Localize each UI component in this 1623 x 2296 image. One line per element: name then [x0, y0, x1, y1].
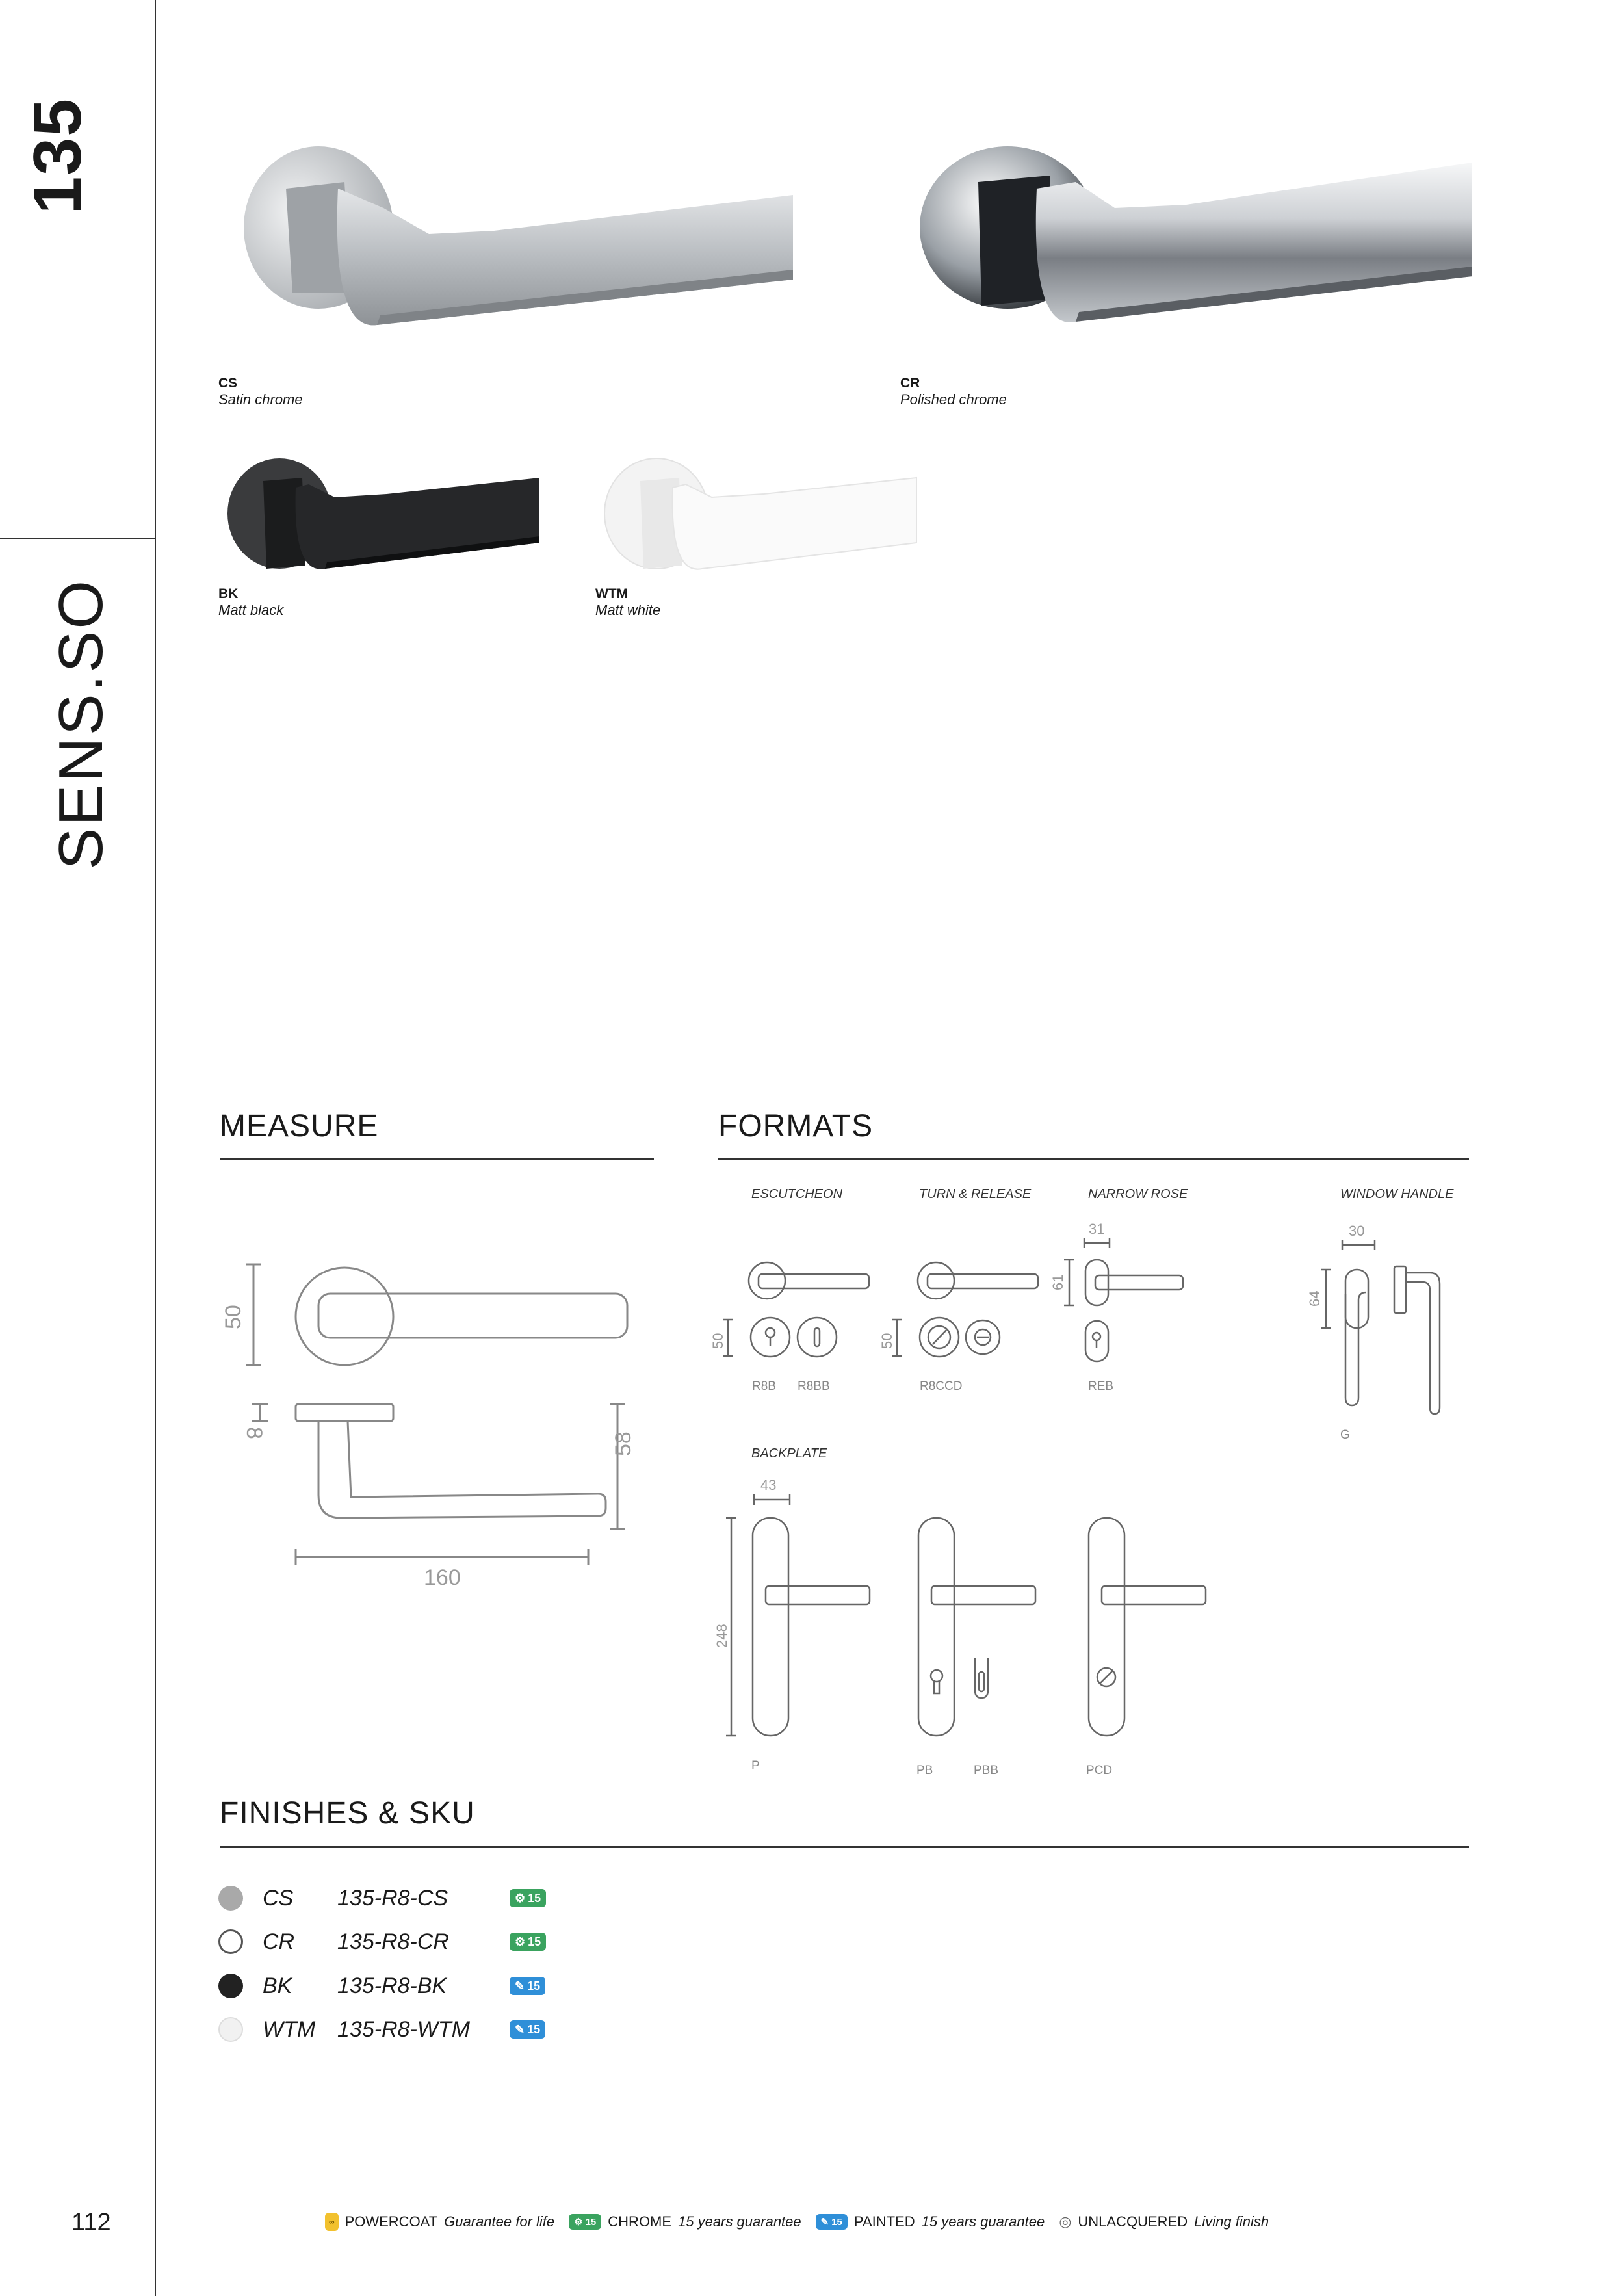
code-pcd: PCD: [1086, 1764, 1113, 1777]
side-divider-vertical: [155, 0, 156, 2296]
dim-win-64: 64: [1306, 1290, 1323, 1307]
finish-swatch-icon: [218, 1886, 243, 1911]
label-narrow-rose: NARROW ROSE: [1088, 1187, 1188, 1201]
chrome-badge-icon: ⚙ 15: [510, 1933, 546, 1951]
sku-finish: CR: [263, 1929, 295, 1954]
model-name: SENS.SO: [46, 579, 116, 870]
measure-drawing: [221, 1248, 663, 1599]
measure-title: MEASURE: [220, 1109, 379, 1143]
sku-finish: CS: [263, 1885, 294, 1911]
sku-finish: WTM: [263, 2016, 316, 2042]
caption-cs: [218, 376, 303, 408]
code-g: G: [1340, 1428, 1350, 1442]
guarantee-legend: [325, 2211, 1283, 2233]
measure-dim-160: 160: [424, 1565, 461, 1590]
legend-unlacquered-note: Living finish: [1194, 2213, 1269, 2230]
painted-badge-icon: ✎ 15: [510, 2020, 545, 2039]
painted-badge-icon: ✎ 15: [510, 1977, 545, 1995]
measure-dim-58: 58: [611, 1431, 636, 1456]
formats-drawing: [702, 1209, 1482, 1781]
unlacquered-icon: ◎: [1059, 2213, 1072, 2230]
finish-name: Matt white: [595, 602, 661, 618]
dim-esc-50: 50: [710, 1333, 726, 1349]
powercoat-badge-icon: ∞: [325, 2213, 339, 2231]
chrome-badge-icon: ⚙ 15: [569, 2214, 601, 2230]
finish-code: CR: [900, 376, 920, 391]
formats-title: FORMATS: [718, 1109, 874, 1143]
sku-row-bk: [218, 1970, 545, 2002]
formats-rule: [718, 1158, 1469, 1160]
legend-painted: PAINTED: [853, 2213, 915, 2230]
legend-chrome-note: 15 years guarantee: [678, 2213, 801, 2230]
finish-code: BK: [218, 586, 239, 601]
dim-bp-248: 248: [714, 1624, 730, 1648]
sku-code: 135-R8-CS: [337, 1885, 448, 1911]
sku-row-cs: [218, 1882, 546, 1914]
sku-rule: [220, 1846, 1469, 1848]
handle-image-polished-chrome: [900, 137, 1485, 345]
code-r8b: R8B: [752, 1379, 776, 1393]
chrome-badge-icon: ⚙ 15: [510, 1889, 546, 1907]
legend-powercoat-note: Guarantee for life: [444, 2213, 555, 2230]
sku-title: FINISHES & SKU: [220, 1796, 475, 1831]
finish-swatch-icon: [218, 1974, 243, 1998]
model-number: 135: [20, 98, 96, 215]
finish-code: CS: [218, 376, 238, 391]
code-r8bb: R8BB: [798, 1379, 830, 1393]
code-pbb: PBB: [974, 1764, 999, 1777]
finish-name: Polished chrome: [900, 391, 1007, 408]
sku-code: 135-R8-WTM: [337, 2016, 471, 2042]
label-escutcheon: ESCUTCHEON: [751, 1187, 843, 1201]
painted-badge-icon: ✎ 15: [816, 2214, 848, 2230]
handle-image-matt-white: [595, 455, 933, 585]
sku-code: 135-R8-BK: [337, 1973, 447, 1998]
caption-wtm: [595, 586, 660, 619]
dim-win-30: 30: [1349, 1223, 1365, 1239]
measure-dim-50: 50: [221, 1305, 246, 1329]
finish-code: WTM: [595, 586, 629, 601]
handle-image-matt-black: [218, 455, 556, 585]
dim-turn-50: 50: [879, 1333, 895, 1349]
measure-dim-8: 8: [242, 1427, 266, 1439]
caption-bk: [218, 586, 283, 619]
sku-row-cr: [218, 1925, 546, 1958]
page-number: 112: [71, 2209, 111, 2236]
handle-image-satin-chrome: [221, 137, 806, 345]
label-turn-release: TURN & RELEASE: [919, 1187, 1032, 1201]
legend-unlacquered: UNLACQUERED: [1078, 2213, 1188, 2230]
finish-name: Satin chrome: [218, 391, 303, 408]
label-backplate: BACKPLATE: [751, 1446, 827, 1461]
sku-row-wtm: [218, 2013, 545, 2046]
code-pb: PB: [916, 1764, 933, 1777]
side-divider-horizontal: [0, 538, 156, 539]
label-window-handle: WINDOW HANDLE: [1340, 1187, 1454, 1201]
finish-name: Matt black: [218, 602, 284, 618]
legend-powercoat: POWERCOAT: [344, 2213, 438, 2230]
measure-rule: [220, 1158, 654, 1160]
finish-swatch-icon: [218, 2017, 243, 2042]
code-p: P: [751, 1759, 760, 1773]
sku-code: 135-R8-CR: [337, 1929, 449, 1954]
caption-cr: [900, 376, 1007, 408]
code-reb: REB: [1088, 1379, 1114, 1393]
dim-nr-31: 31: [1089, 1221, 1105, 1237]
dim-bp-43: 43: [760, 1477, 777, 1493]
code-r8ccd: R8CCD: [920, 1379, 963, 1393]
finish-swatch-icon: [218, 1929, 243, 1954]
sku-finish: BK: [263, 1973, 292, 1998]
legend-painted-note: 15 years guarantee: [921, 2213, 1045, 2230]
legend-chrome: CHROME: [608, 2213, 672, 2230]
dim-nr-61: 61: [1050, 1274, 1066, 1290]
